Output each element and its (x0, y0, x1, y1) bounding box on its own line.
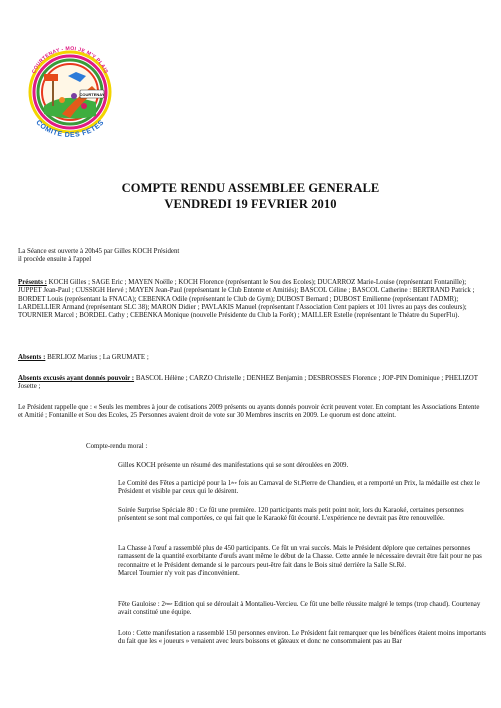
logo-sign-text: COURTENAY (79, 92, 105, 97)
compte-rendu-item: Soirée Surprise Spéciale 80 : Ce fût une première. 120 participants mais petit point noir, lors du Karaoké, certaines personnes présentent se sont mal comportées, ce qui fait que le Karaoké fût écourté. L'expérience ne devrait pas être renouvellée. (118, 507, 464, 523)
item-text: La Chasse à l'œuf a rassemblé plus de 450 participants. Ce fût un vrai succès. Mais le Président déplore que certaines personnes ramassent de la quantité exorbitante d'œufs avant même le début de la Chasse. Cette année le nécessaire devrait être fait pour ne pas reconnaitre et le Président demande si le parcours peut-être fait dans le Bois situé derrière la Salle St.Ré. (118, 545, 482, 569)
absents-label: Absents : (18, 354, 46, 361)
present-text: KOCH Gilles ; SAGE Eric ; MAYEN Noëlle ; KOCH Florence (représentant le Sou des Ecoles); DUCARROZ Marie-Louise (représentant Fontanille); JUPPET Jean-Paul ; CUSSIGH Hervé ; MAYEN Jean-Paul (représentant le Club Entente et Amitiés); BASCOL Céline ; BASCOL Catherine : BERTRAND Patrick ; BORDET Louis (représentant la FNACA); CEBENKA Odile (représentant le Club de Gym); DUBOST Bernard ; DUBOST Emilienne (représentant l'ADMR); LARDELLIER Armand (représentant SLC 38); MARON Didier ; PAVLAKIS Manuel (représentant l'Association Cent papiers et 101 livres au pays des couleurs); TOURNIER Marcel ; BORDEL Cathy ; CEBENKA Monique (nouvelle Présidente du Club la Forêt) ; MAILLER Estelle (représentant le Théatre du SuperFlu). (18, 279, 475, 320)
document-title-line2: VENDREDI 19 FEVRIER 2010 (164, 197, 337, 211)
intro-paragraph (18, 248, 483, 265)
item-superscript: ère (231, 480, 237, 485)
item-text-start: Le Comité des Fêtes a participé pour la 1 (118, 480, 232, 487)
present-paragraph (18, 279, 483, 320)
logo-bottom-text: COMITE DES FETES (34, 119, 106, 139)
compte-rendu-label: Compte-rendu moral : (86, 443, 148, 450)
document-title-line1: COMPTE RENDU ASSEMBLEE GENERALE (121, 181, 380, 195)
item-text-start: Fête Gauloise : 2 (118, 601, 165, 608)
item-text-end: Edition qui se déroulait à Montalieu-Vercieu. Ce fût une belle réussite malgré le temps (trop chaud). Courtenay avait constitué une équipe. (118, 601, 481, 617)
compte-rendu-item (118, 601, 490, 618)
compte-rendu-item: Gilles KOCH présente un résumé des manifestations qui se sont déroulées en 2009. (118, 462, 349, 469)
absents-text: BERLIOZ Marius ; La GRUMATE ; (47, 354, 149, 361)
compte-rendu-item: Loto : Cette manifestation a rassemblé 150 personnes environ. Le Président fait remarquer que les bénéfices étaient moins importants du fait que les « joueurs » venaient avec leurs boissons et gâteaux et donc ne consommaient pas au Bar (118, 630, 486, 646)
excuses-paragraph (18, 375, 483, 392)
comite-des-fetes-logo (22, 36, 118, 156)
item-text-end: fois au Carnaval de St.Pierre de Chandieu, et a remporté un Prix, la médaille est chez le Président et visible par ceux qui le désirent. (118, 480, 480, 496)
item-superscript: ème (164, 601, 173, 606)
compte-rendu-item (118, 545, 490, 578)
intro-line1: La Séance est ouverte à 20h45 par Gilles KOCH Président (18, 248, 180, 255)
rappel-paragraph: Le Président rappelle que : « Seuls les membres à jour de cotisations 2009 présents ou ayants donnés pouvoir écrit peuvent voter. En comptant les Associations Entente et Amitié ; Fontanille et Sou des Ecoles, 25 Personnes avaient droit de vote sur 30 Membres inscrits en 2009. Le quorum est donc atteint. (18, 404, 480, 420)
intro-line2: il procède ensuite à l'appel (18, 256, 92, 264)
item-extra-line: Marcel Tournier n'y voit pas d'inconvénient. (118, 569, 240, 577)
logo-top-text: COURTENAY - MOI JE M'Y PLAIS (31, 45, 109, 75)
excuses-text: BASCOL Hélène ; CARZO Christelle ; DENHEZ Benjamin ; DESBROSSES Florence ; JOP-PIN Dominique ; PHELIZOT Josette ; (18, 375, 478, 391)
excuses-label: Absents excusés ayant donnés pouvoir : (18, 375, 135, 382)
present-label: Présents : (18, 279, 47, 286)
absents-paragraph (18, 354, 483, 362)
compte-rendu-item (118, 480, 490, 497)
